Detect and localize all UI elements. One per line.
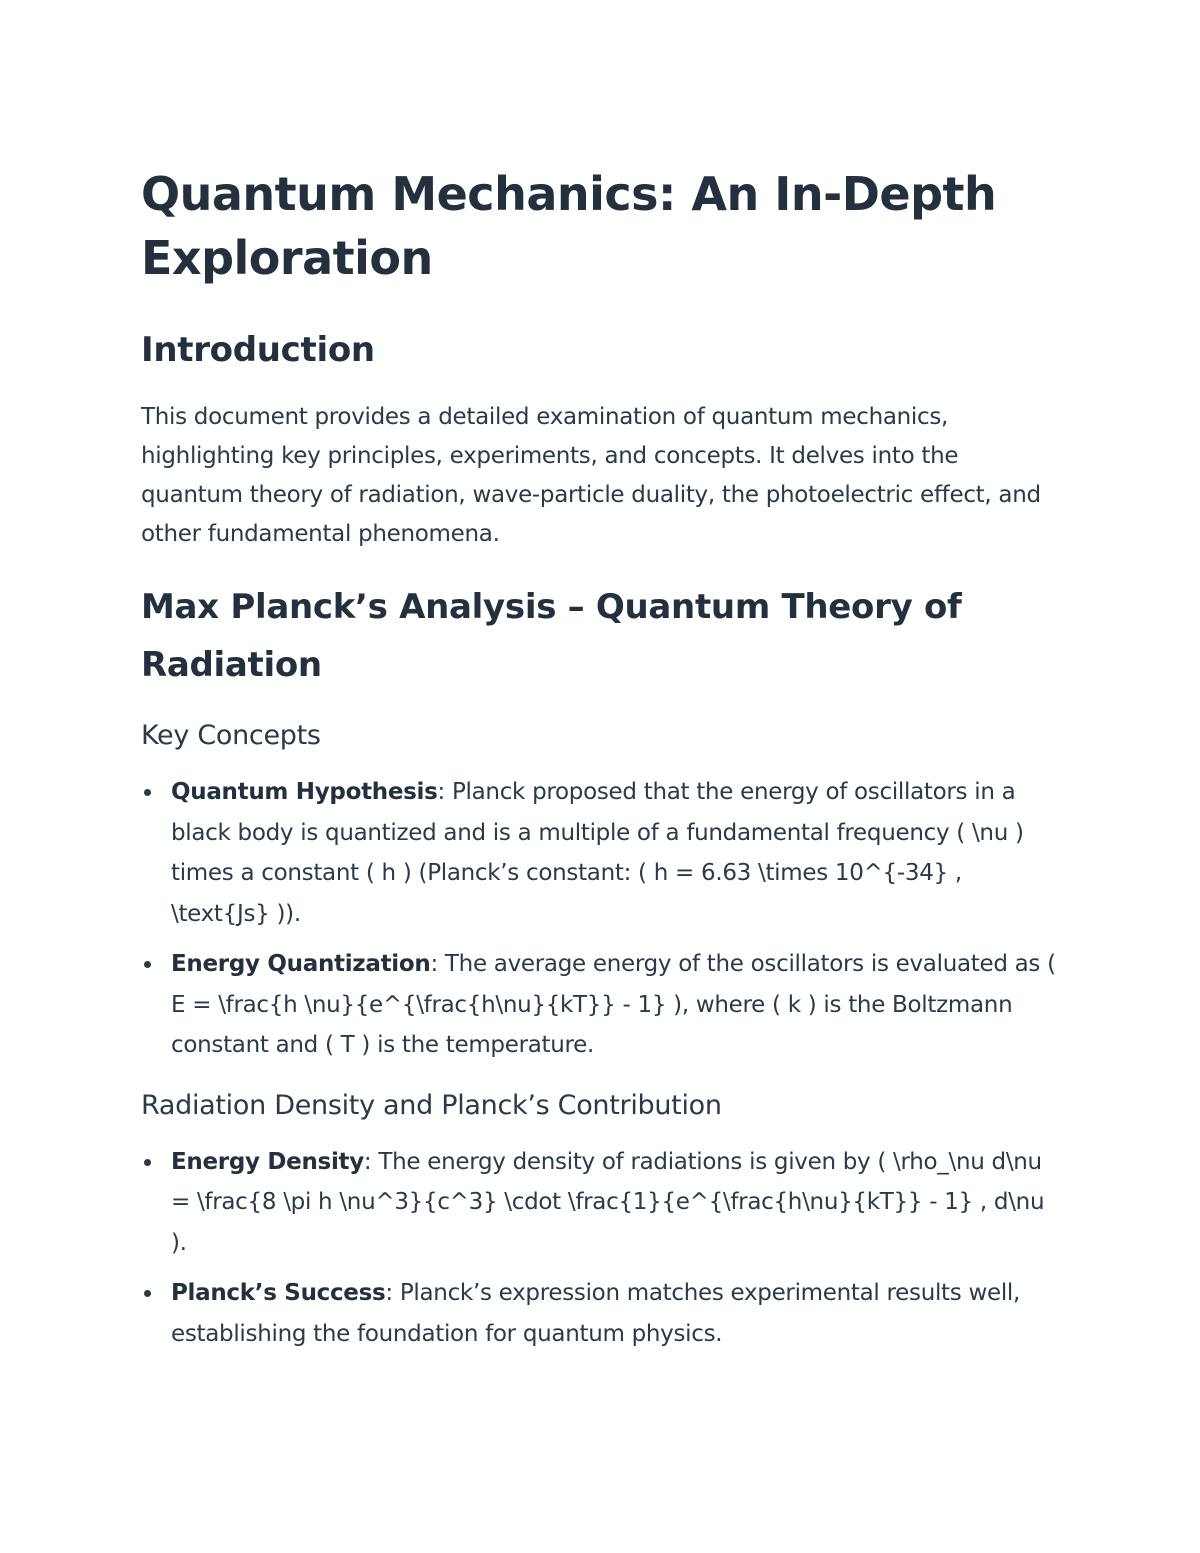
list-item-text: : Planck’s expression matches experimental results well, establishing the foundation for quantum physics. bbox=[171, 1280, 1021, 1347]
list-item bbox=[141, 1273, 1061, 1354]
document-title: Quantum Mechanics: An In-Depth Exploration bbox=[141, 167, 997, 285]
list-item bbox=[141, 1142, 1061, 1264]
section-heading-introduction: Introduction bbox=[141, 330, 375, 370]
list-item-term: Planck’s Success bbox=[171, 1280, 386, 1306]
bullet-icon bbox=[144, 1290, 151, 1297]
list-item bbox=[141, 944, 1061, 1066]
list-item-term: Energy Density bbox=[171, 1148, 364, 1175]
key-concepts-list bbox=[141, 772, 1061, 1066]
subsection-heading-radiation-density: Radiation Density and Planck’s Contribution bbox=[141, 1089, 722, 1121]
introduction-paragraph: This document provides a detailed examination of quantum mechanics, highlighting key principles, experiments, and concepts. It delves into the quantum theory of radiation, wave-particle duality, the photoelectric effect, and other fundamental phenomena. bbox=[141, 404, 1041, 547]
document-page bbox=[141, 162, 1061, 1364]
list-item-text: : Planck proposed that the energy of oscillators in a black body is quantized and is a multiple of a fundamental frequency ( \nu ) times a constant ( h ) (Planck’s constant: ( h = 6.63 \times 10^{-34} , \text{Js} )). bbox=[171, 779, 1024, 927]
section-heading-planck-analysis: Max Planck’s Analysis – Quantum Theory of Radiation bbox=[141, 587, 962, 685]
subsection-heading-key-concepts: Key Concepts bbox=[141, 720, 321, 751]
list-item-text: : The average energy of the oscillators is evaluated as ( E = \frac{h \nu}{e^{\frac{h\nu}{kT}} - 1} ), where ( k ) is the Boltzmann constant and ( T ) is the temperature. bbox=[171, 951, 1056, 1058]
list-item-text: : The energy density of radiations is given by ( \rho_\nu d\nu = \frac{8 \pi h \nu^3}{c^3} \cdot \frac{1}{e^{\frac{h\nu}{kT}} - 1} , d\nu ). bbox=[171, 1148, 1045, 1256]
list-item-term: Quantum Hypothesis bbox=[171, 779, 438, 805]
bullet-icon bbox=[144, 1159, 151, 1166]
bullet-icon bbox=[144, 961, 151, 968]
bullet-icon bbox=[144, 789, 151, 796]
radiation-density-list bbox=[141, 1142, 1061, 1355]
list-item-term: Energy Quantization bbox=[171, 951, 431, 977]
list-item bbox=[141, 772, 1061, 934]
